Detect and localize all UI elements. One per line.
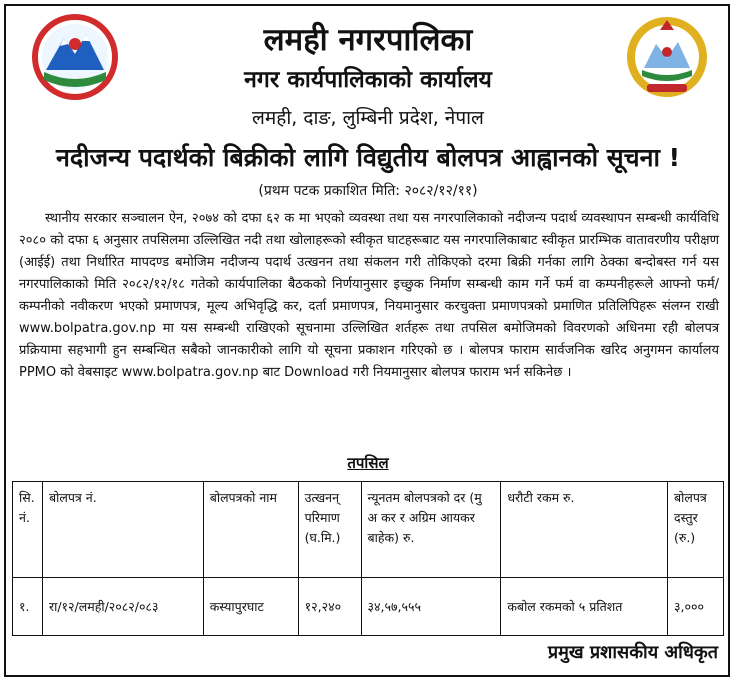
office-name: नगर कार्यपालिकाको कार्यालय xyxy=(244,67,492,93)
header-bid-name: बोलपत्रको नाम xyxy=(203,482,298,578)
cell-quantity: १२,२४० xyxy=(298,578,361,636)
published-date: (प्रथम पटक प्रकाशित मिति: २०८२/१२/११) xyxy=(258,183,478,199)
table-header-row xyxy=(13,482,724,578)
schedule-title: तपसिल xyxy=(347,454,389,472)
cell-fee: ३,००० xyxy=(667,578,723,636)
signature: प्रमुख प्रशासकीय अधिकृत xyxy=(547,642,718,663)
header-serial: सि. नं. xyxy=(13,482,43,578)
header-deposit: धरौटी रकम रु. xyxy=(501,482,668,578)
cell-deposit: कबोल रकमको ५ प्रतिशत xyxy=(501,578,668,636)
table-row xyxy=(13,578,724,636)
cell-bid-name: कस्यापुरघाट xyxy=(203,578,298,636)
notice-title: नदीजन्य पदार्थको बिक्रीको लागि विद्युतीय बोलपत्र आह्वानको सूचना ! xyxy=(55,143,681,172)
address: लमही, दाङ, लुम्बिनी प्रदेश, नेपाल xyxy=(252,107,484,129)
header-fee: बोलपत्र दस्तुर (रु.) xyxy=(667,482,723,578)
header-bid-number: बोलपत्र नं. xyxy=(42,482,203,578)
cell-bid-number: रा/१२/लमही/२०८२/०८३ xyxy=(42,578,203,636)
schedule-table xyxy=(12,481,724,636)
org-name: लमही नगरपालिका xyxy=(263,22,473,58)
cell-serial: १. xyxy=(13,578,43,636)
header-minimum-rate: न्यूनतम बोलपत्रको दर (मु अ कर र अग्रिम आयकर बाहेक) रु. xyxy=(361,482,501,578)
notice-body: स्थानीय सरकार सञ्चालन ऐन, २०७४ को दफा ६२ क मा भएको व्यवस्था तथा यस नगरपालिकाको नदीजन्य पदार्थ व्यवस्थापन सम्बन्धी कार्यविधि २०८० को दफा ६ अनुसार तपसिलमा उल्लिखित नदी तथा खोलाहरूको स्वीकृत घाटहरूबाट यस नगरपालिकाबाट स्वीकृत प्रारम्भिक वातावरणीय परीक्षण (आईई) तथा निर्धारित मापदण्ड बमोजिम नदीजन्य पदार्थ उत्खनन तथा संकलन गरी तोकिएको दरमा बिक्री गर्नका लागि ठेक्का बन्दोबस्त गर्न यस नगरपालिकाको मिति २०८२/१२/१८ गतेको कार्यपालिका बैठकको निर्णयानुसार इच्छुक निर्माण सम्बन्धी काम गर्ने फर्म वा कम्पनीहरूले आफ्नो फर्म/कम्पनीको नवीकरण भएको प्रमाणपत्र, मूल्य अभिवृद्धि कर, दर्ता प्रमाणपत्र, नियमानुसार करचुक्ता प्रमाणपत्रको प्रमाणित प्रतिलिपिहरू संलग्न राखी www.bolpatra.gov.np मा यस सम्बन्धी राखिएको सूचनामा उल्लिखित शर्तहरू तथा तपसिल बमोजिमको विवरणको अधिनमा रही बोलपत्र प्रक्रियामा सहभागी हुन सम्बन्धित सबैको जानकारीको लागि यो सूचना प्रकाशन गरिएको छ । बोलपत्र फाराम सार्वजनिक खरिद अनुगमन कार्यालय PPMO को वेबसाइट www.bolpatra.gov.np बाट Download गरी नियमानुसार बोलपत्र फाराम भर्न सकिनेछ । xyxy=(19,211,719,380)
header-quantity: उत्खनन् परिमाण (घ.मि.) xyxy=(298,482,361,578)
cell-minimum-rate: ३४,५७,५५५ xyxy=(361,578,501,636)
